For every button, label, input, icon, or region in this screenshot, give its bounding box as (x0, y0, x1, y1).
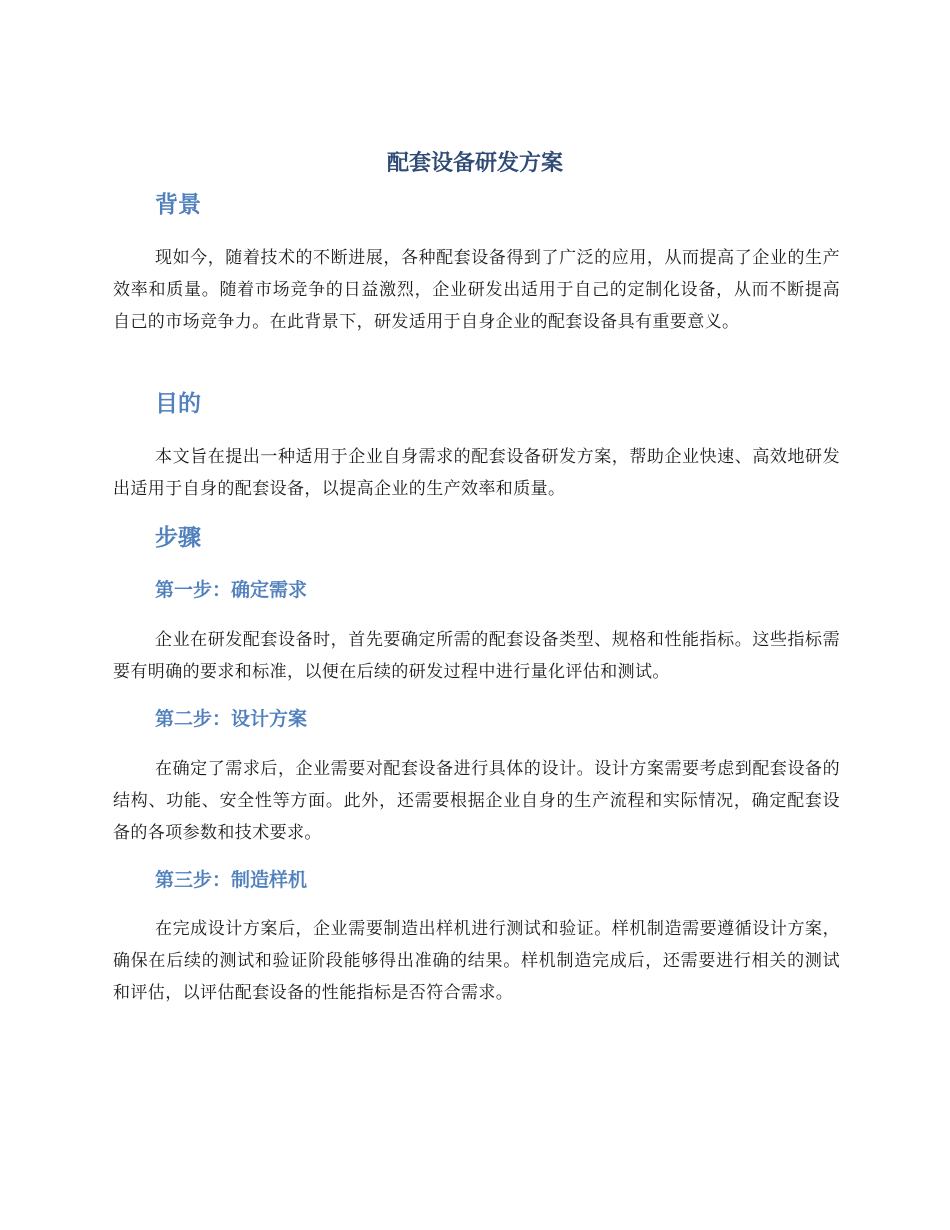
section-heading-purpose: 目的 (155, 391, 201, 417)
section-heading-steps: 步骤 (155, 525, 201, 551)
paragraph-step2: 在确定了需求后，企业需要对配套设备进行具体的设计。设计方案需要考虑到配套设备的结构、功能、安全性等方面。此外，还需要根据企业自身的生产流程和实际情况，确定配套设备的各项参数和技术要求。 (113, 759, 840, 843)
paragraph-purpose: 本文旨在提出一种适用于企业自身需求的配套设备研发方案，帮助企业快速、高效地研发出适用于自身的配套设备，以提高企业的生产效率和质量。 (113, 447, 840, 499)
document-title: 配套设备研发方案 (386, 151, 563, 176)
step1-heading: 第一步：确定需求 (155, 579, 308, 601)
paragraph-background: 现如今，随着技术的不断进展，各种配套设备得到了广泛的应用，从而提高了企业的生产效率和质量。随着市场竞争的日益激烈，企业研发出适用于自己的定制化设备，从而不断提高自己的市场竞争力。在此背景下，研发适用于自身企业的配套设备具有重要意义。 (113, 248, 840, 332)
paragraph-step1: 企业在研发配套设备时，首先要确定所需的配套设备类型、规格和性能指标。这些指标需要有明确的要求和标准，以便在后续的研发过程中进行量化评估和测试。 (113, 630, 840, 682)
paragraph-step3: 在完成设计方案后，企业需要制造出样机进行测试和验证。样机制造需要遵循设计方案，确保在后续的测试和验证阶段能够得出准确的结果。样机制造完成后，还需要进行相关的测试和评估，以评估配套设备的性能指标是否符合需求。 (113, 919, 840, 1003)
section-heading-background: 背景 (155, 192, 201, 218)
step2-heading: 第二步：设计方案 (155, 708, 308, 730)
step3-heading: 第三步：制造样机 (155, 869, 308, 891)
